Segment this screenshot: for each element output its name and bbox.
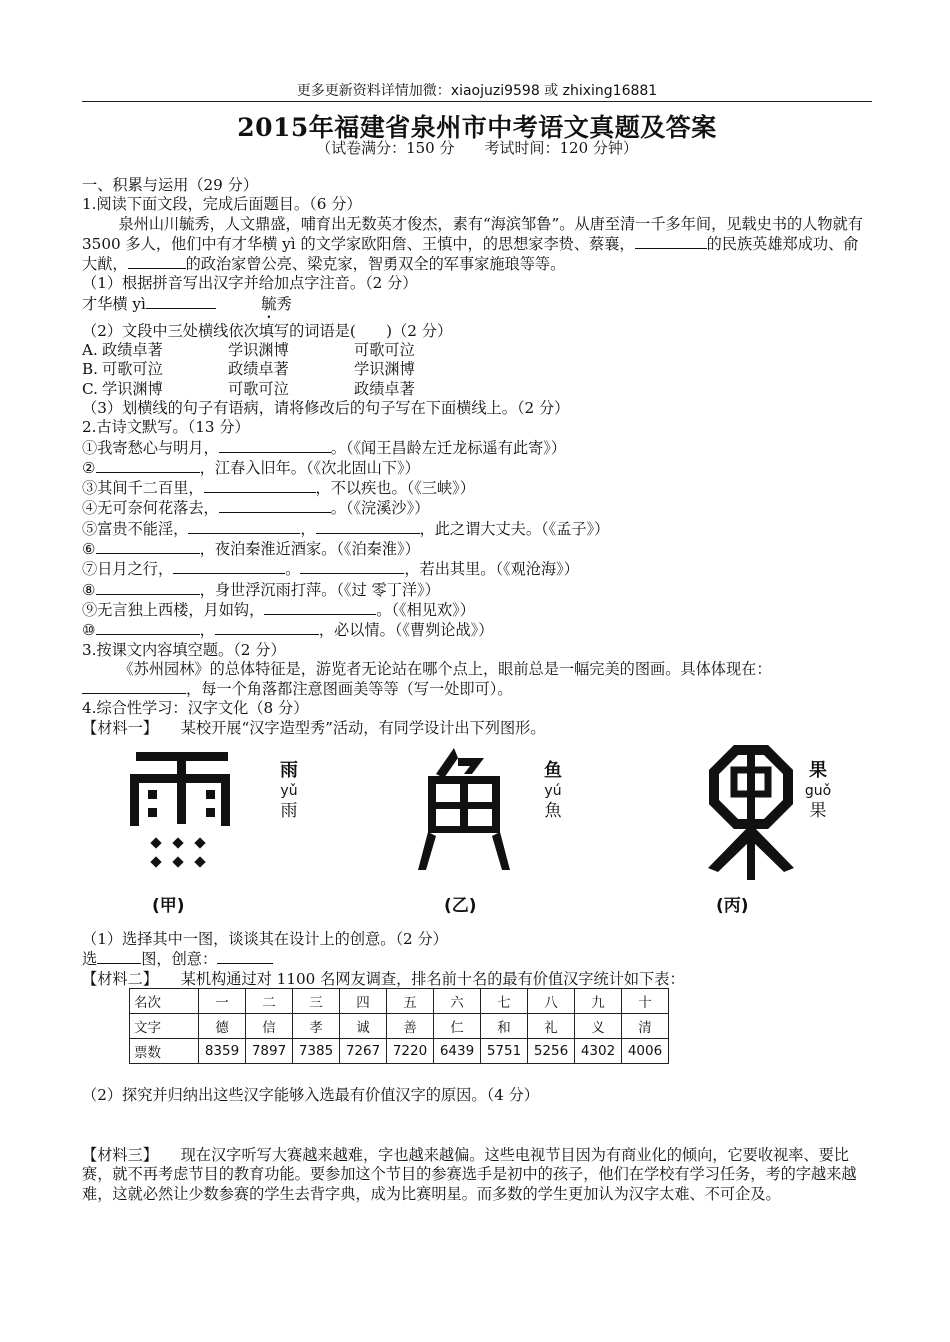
q4-sub1-answer: 选 图，创意：	[82, 949, 872, 969]
blank-line	[146, 294, 216, 309]
table-cell: 孝	[293, 1014, 340, 1039]
blank-line	[316, 519, 420, 534]
table-cell: 九	[575, 989, 622, 1014]
blank-line	[635, 234, 707, 249]
table-row	[130, 1039, 669, 1064]
header-rule	[82, 101, 872, 102]
option-item: B. 可歌可泣 政绩卓著 学识渊博	[82, 360, 415, 379]
fish-glyph-icon	[414, 744, 514, 879]
recitation-item: ⑥ ，夜泊秦淮近酒家。（《泊秦淮》）	[82, 540, 420, 559]
table-cell: 8359	[199, 1039, 246, 1064]
recitation-item: ③其间千二百里， ，不以疾也。（《三峡》）	[82, 479, 475, 498]
q4-part1	[82, 930, 872, 989]
table-cell: 5751	[481, 1039, 528, 1064]
section-heading: 一、积累与运用（29 分）	[82, 176, 259, 194]
row-label: 名次	[130, 989, 199, 1014]
q2-items	[82, 438, 872, 641]
recitation-item: ⑨无言独上西楼，月如钩， 。（《相见欢》）	[82, 600, 475, 619]
table-cell: 5256	[528, 1039, 575, 1064]
blank-line	[96, 539, 200, 554]
q1-passage: 泉州山川毓秀，人文鼎盛，哺育出无数英才俊杰，素有“海滨邹鲁”。从唐至清一千多年间，见载史书的人物就有 3500 多人，他们中有才华横 yì 的文学家欧阳詹、王慎中，的思想家李贽、蔡襄， 的民族英雄郑成功、俞大猷， 的政治家曾公亮、梁克家，智勇双全的军事家施琅等等。	[82, 214, 863, 274]
blank-line	[96, 580, 200, 595]
page-subtitle: （试卷满分：150 分 考试时间：120 分钟）	[316, 139, 638, 157]
table-cell: 诚	[340, 1014, 387, 1039]
table-cell: 4006	[622, 1039, 669, 1064]
blank-line	[188, 519, 300, 534]
section-one	[82, 176, 872, 738]
q3-intro: 3.按课文内容填空题。（2 分）	[82, 640, 286, 659]
table-cell: 7897	[246, 1039, 293, 1064]
page-title: 2015年福建省泉州市中考语文真题及答案	[237, 113, 717, 142]
figure-label-jia: (甲)	[152, 896, 185, 916]
q1-intro: 1.阅读下面文段，完成后面题目。（6 分）	[82, 195, 362, 214]
blank-line	[82, 679, 186, 694]
table-cell: 三	[293, 989, 340, 1014]
blank-line	[173, 559, 285, 574]
recitation-item: ①我寄愁心与明月， 。（《闻王昌龄左迁龙标遥有此寄》）	[82, 438, 567, 457]
table-cell: 6439	[434, 1039, 481, 1064]
header-note: 更多更新资料详情加微：xiaojuzi9598 或 zhixing16881	[296, 83, 658, 99]
table-cell: 7267	[340, 1039, 387, 1064]
q1-sub1-answers: 才华横 yì 毓秀	[82, 294, 292, 313]
table-cell: 四	[340, 989, 387, 1014]
value-characters-table	[129, 988, 669, 1064]
material-two: 【材料二】 某机构通过对 1100 名网友调查，排名前十名的最有价值汉字统计如下表：	[82, 969, 685, 988]
table-cell: 7220	[387, 1039, 434, 1064]
table-row	[130, 989, 669, 1014]
table-cell: 信	[246, 1014, 293, 1039]
blank-line	[264, 600, 376, 615]
blank-line	[96, 620, 200, 635]
figure-label-yi: (乙)	[444, 896, 477, 916]
option-item: A. 政绩卓著 学识渊博 可歌可泣	[82, 341, 415, 360]
q1-sub2: （2）文段中三处横线依次填写的词语是( )（2 分）	[82, 321, 453, 340]
fruit-glyph-icon	[696, 744, 806, 884]
figure-rain	[126, 744, 236, 884]
figure-fruit	[696, 744, 806, 884]
figure-fish	[414, 744, 514, 879]
row-label: 文字	[130, 1014, 199, 1039]
q1-sub1: （1）根据拼音写出汉字并给加点字注音。（2 分）	[82, 274, 418, 293]
rain-glyph-icon	[126, 744, 236, 884]
blank-line	[97, 949, 141, 964]
table-cell: 清	[622, 1014, 669, 1039]
material-three: 【材料三】 现在汉字听写大赛越来越难，字也越来越偏。这些电视节目因为有商业化的倾向，它要收视率、要比赛，就不再考虑节目的教育功能。要参加这个节目的参赛选手是初中的孩子，他们在学校有学习任务，考的字越来越难，这就必然让少数参赛的学生去背字典，成为比赛明星。而多数的学生更加认为汉字太难、不可企及。	[82, 1146, 857, 1203]
recitation-item: ④无可奈何花落去， 。（《浣溪沙》）	[82, 499, 430, 518]
figure-label-bing: (丙)	[716, 896, 749, 916]
table-cell: 4302	[575, 1039, 622, 1064]
table-cell: 礼	[528, 1014, 575, 1039]
blank-line	[96, 458, 200, 473]
q2-intro: 2.古诗文默写。（13 分）	[82, 418, 250, 437]
q3-text: 《苏州园林》的总体特征是，游览者无论站在哪个点上，眼前总是一幅完美的图画。具体体现在：，每一个角落都注意图画美等等（写一处即可）。	[82, 660, 872, 700]
table-cell: 八	[528, 989, 575, 1014]
table-cell: 善	[387, 1014, 434, 1039]
blank-line	[128, 254, 186, 269]
fruit-caption: 果 guǒ 果	[804, 760, 832, 821]
recitation-item: ⑦日月之行， 。 ，若出其里。（《观沧海》）	[82, 560, 579, 579]
q4-sub2: （2）探究并归纳出这些汉字能够入选最有价值汉字的原因。（4 分）	[82, 1086, 539, 1104]
q4-sub1: （1）选择其中一图，谈谈其在设计上的创意。（2 分）	[82, 930, 448, 948]
table-cell: 仁	[434, 1014, 481, 1039]
recitation-item: ② ，江春入旧年。（《次北固山下》）	[82, 458, 420, 477]
blank-line	[219, 498, 331, 513]
q1-options	[82, 341, 872, 399]
table-cell: 和	[481, 1014, 528, 1039]
q1-sub3: （3）划横线的句子有语病，请将修改后的句子写在下面横线上。（2 分）	[82, 398, 570, 417]
blank-line	[217, 949, 273, 964]
table-cell: 7385	[293, 1039, 340, 1064]
recitation-item: ⑧ ，身世浮沉雨打萍。（《过 零丁洋》）	[82, 580, 440, 599]
table-cell: 七	[481, 989, 528, 1014]
table-cell: 德	[199, 1014, 246, 1039]
row-label: 票数	[130, 1039, 199, 1064]
table-row	[130, 1014, 669, 1039]
table-cell: 五	[387, 989, 434, 1014]
q4-intro: 4.综合性学习：汉字文化（8 分）	[82, 699, 309, 718]
rain-caption: 雨 yǔ 雨	[280, 760, 298, 821]
table-cell: 一	[199, 989, 246, 1014]
option-item: C. 学识渊博 可歌可泣 政绩卓著	[82, 379, 415, 398]
table-cell: 义	[575, 1014, 622, 1039]
recitation-item: ⑩ ， ，必以情。（《曹刿论战》）	[82, 621, 494, 640]
blank-line	[300, 559, 404, 574]
blank-line	[219, 438, 331, 453]
fish-caption: 鱼 yú 魚	[544, 760, 562, 821]
blank-line	[204, 478, 316, 493]
table-cell: 二	[246, 989, 293, 1014]
table-cell: 六	[434, 989, 481, 1014]
recitation-item: ⑤富贵不能淫， ， ，此之谓大丈夫。（《孟子》）	[82, 519, 610, 538]
blank-line	[215, 620, 319, 635]
character-figures	[82, 744, 872, 919]
table-cell: 十	[622, 989, 669, 1014]
material-one: 【材料一】 某校开展“汉字造型秀”活动，有同学设计出下列图形。	[82, 718, 546, 737]
